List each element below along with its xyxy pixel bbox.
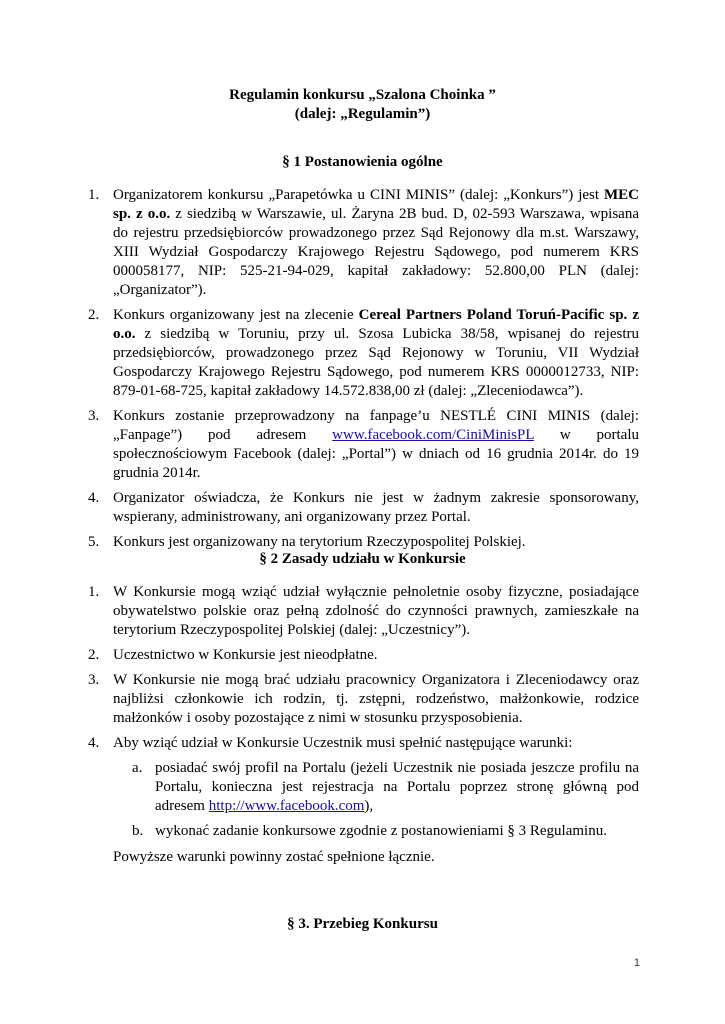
sub-list <box>0 759 725 841</box>
title-line-1: Regulamin konkursu „Szalona Choinka ” <box>229 87 496 103</box>
facebook-link[interactable]: http://www.facebook.com <box>208 798 365 814</box>
list-item: 4. Organizator oświadcza, że Konkurs nie jest w żadnym zakresie sponsorowany, wspierany, administrowany, ani organizowany przez Portal. <box>88 490 639 525</box>
section-2-list <box>0 583 725 867</box>
title-line-2: (dalej: „Regulamin”) <box>294 106 431 122</box>
document-title <box>0 86 725 124</box>
list-item: 1. Organizatorem konkursu „Parapetówka u CINI MINIS” (dalej: „Konkurs”) jest MEC sp. z o.o. z siedzibą w Warszawie, ul. Żaryna 2B bud. D, 02-593 Warszawa, wpisana do rejestru przedsiębiorców prowadzonego przez Sąd Rejonowy dla m.st. Warszawy, XIII Wydział Gospodarczy Krajowego Rejestru Sądowego, pod numerem KRS 000058177, NIP: 525-21-94-029, kapitał zakładowy: 52.800,00 PLN (dalej: „Organizator”). <box>88 187 639 298</box>
list-item: 2. Uczestnictwo w Konkursie jest nieodpłatne. <box>88 647 378 663</box>
section-2-heading: § 2 Zasady udziału w Konkursie <box>259 551 466 567</box>
fanpage-link[interactable]: www.facebook.com/CiniMinisPL <box>332 427 534 443</box>
section-3-heading: § 3. Przebieg Konkursu <box>287 916 438 932</box>
list-item: 3. W Konkursie nie mogą brać udziału pracownicy Organizatora i Zleceniodawcy oraz najbliżsi członkowie ich rodzin, tj. zstępni, rodzeństwo, małżonkowie, rodzice małżonków i osoby pozostające z nimi w stosunku przysposobienia. <box>88 672 639 726</box>
section-1-list <box>0 186 725 552</box>
list-item: 1. W Konkursie mogą wziąć udział wyłącznie pełnoletnie osoby fizyczne, posiadające obywatelstwo polskie oraz pełną zdolność do czynności prawnych, zamieszkałe na terytorium Rzeczypospolitej Polskiej (dalej: „Uczestnicy”). <box>88 584 639 638</box>
sub-list-item: b. wykonać zadanie konkursowe zgodnie z postanowieniami § 3 Regulaminu. <box>132 823 607 839</box>
page-number: 1 <box>633 957 640 969</box>
list-item: 2. Konkurs organizowany jest na zlecenie Cereal Partners Poland Toruń-Pacific sp. z o.o. z siedzibą w Toruniu, przy ul. Szosa Lubicka 38/58, wpisanej do rejestru przedsiębiorców, prowadzonego przez Sąd Rejonowy w Toruniu, VII Wydział Gospodarczy Krajowego Rejestru Sądowego, pod numerem KRS 0000012733, NIP: 879-01-68-725, kapitał zakładowy 14.572.838,00 zł (dalej: „Zleceniodawca”). <box>88 307 639 399</box>
section-1-heading: § 1 Postanowienia ogólne <box>282 154 443 170</box>
list-item: 3. Konkurs zostanie przeprowadzony na fanpage’u NESTLÉ CINI MINIS (dalej: „Fanpage”) pod adresem www.facebook.com/CiniMinisPL w portalu społecznościowym Facebook (dalej: „Portal”) w dniach od 16 grudnia 2014r. do 19 grudnia 2014r. <box>88 408 639 481</box>
sub-list-item: a. posiadać swój profil na Portalu (jeżeli Uczestnik nie posiada jeszcze profilu na Portalu, konieczna jest rejestracja na Portalu poprzez stronę główną pod adresem http://www.facebook.com), <box>132 760 639 814</box>
conditions-note: Powyższe warunki powinny zostać spełnione łącznie. <box>113 849 435 865</box>
list-item: 5. Konkurs jest organizowany na terytorium Rzeczypospolitej Polskiej. <box>88 534 526 550</box>
list-item: 4. Aby wziąć udział w Konkursie Uczestnik musi spełnić następujące warunki: <box>88 735 573 751</box>
